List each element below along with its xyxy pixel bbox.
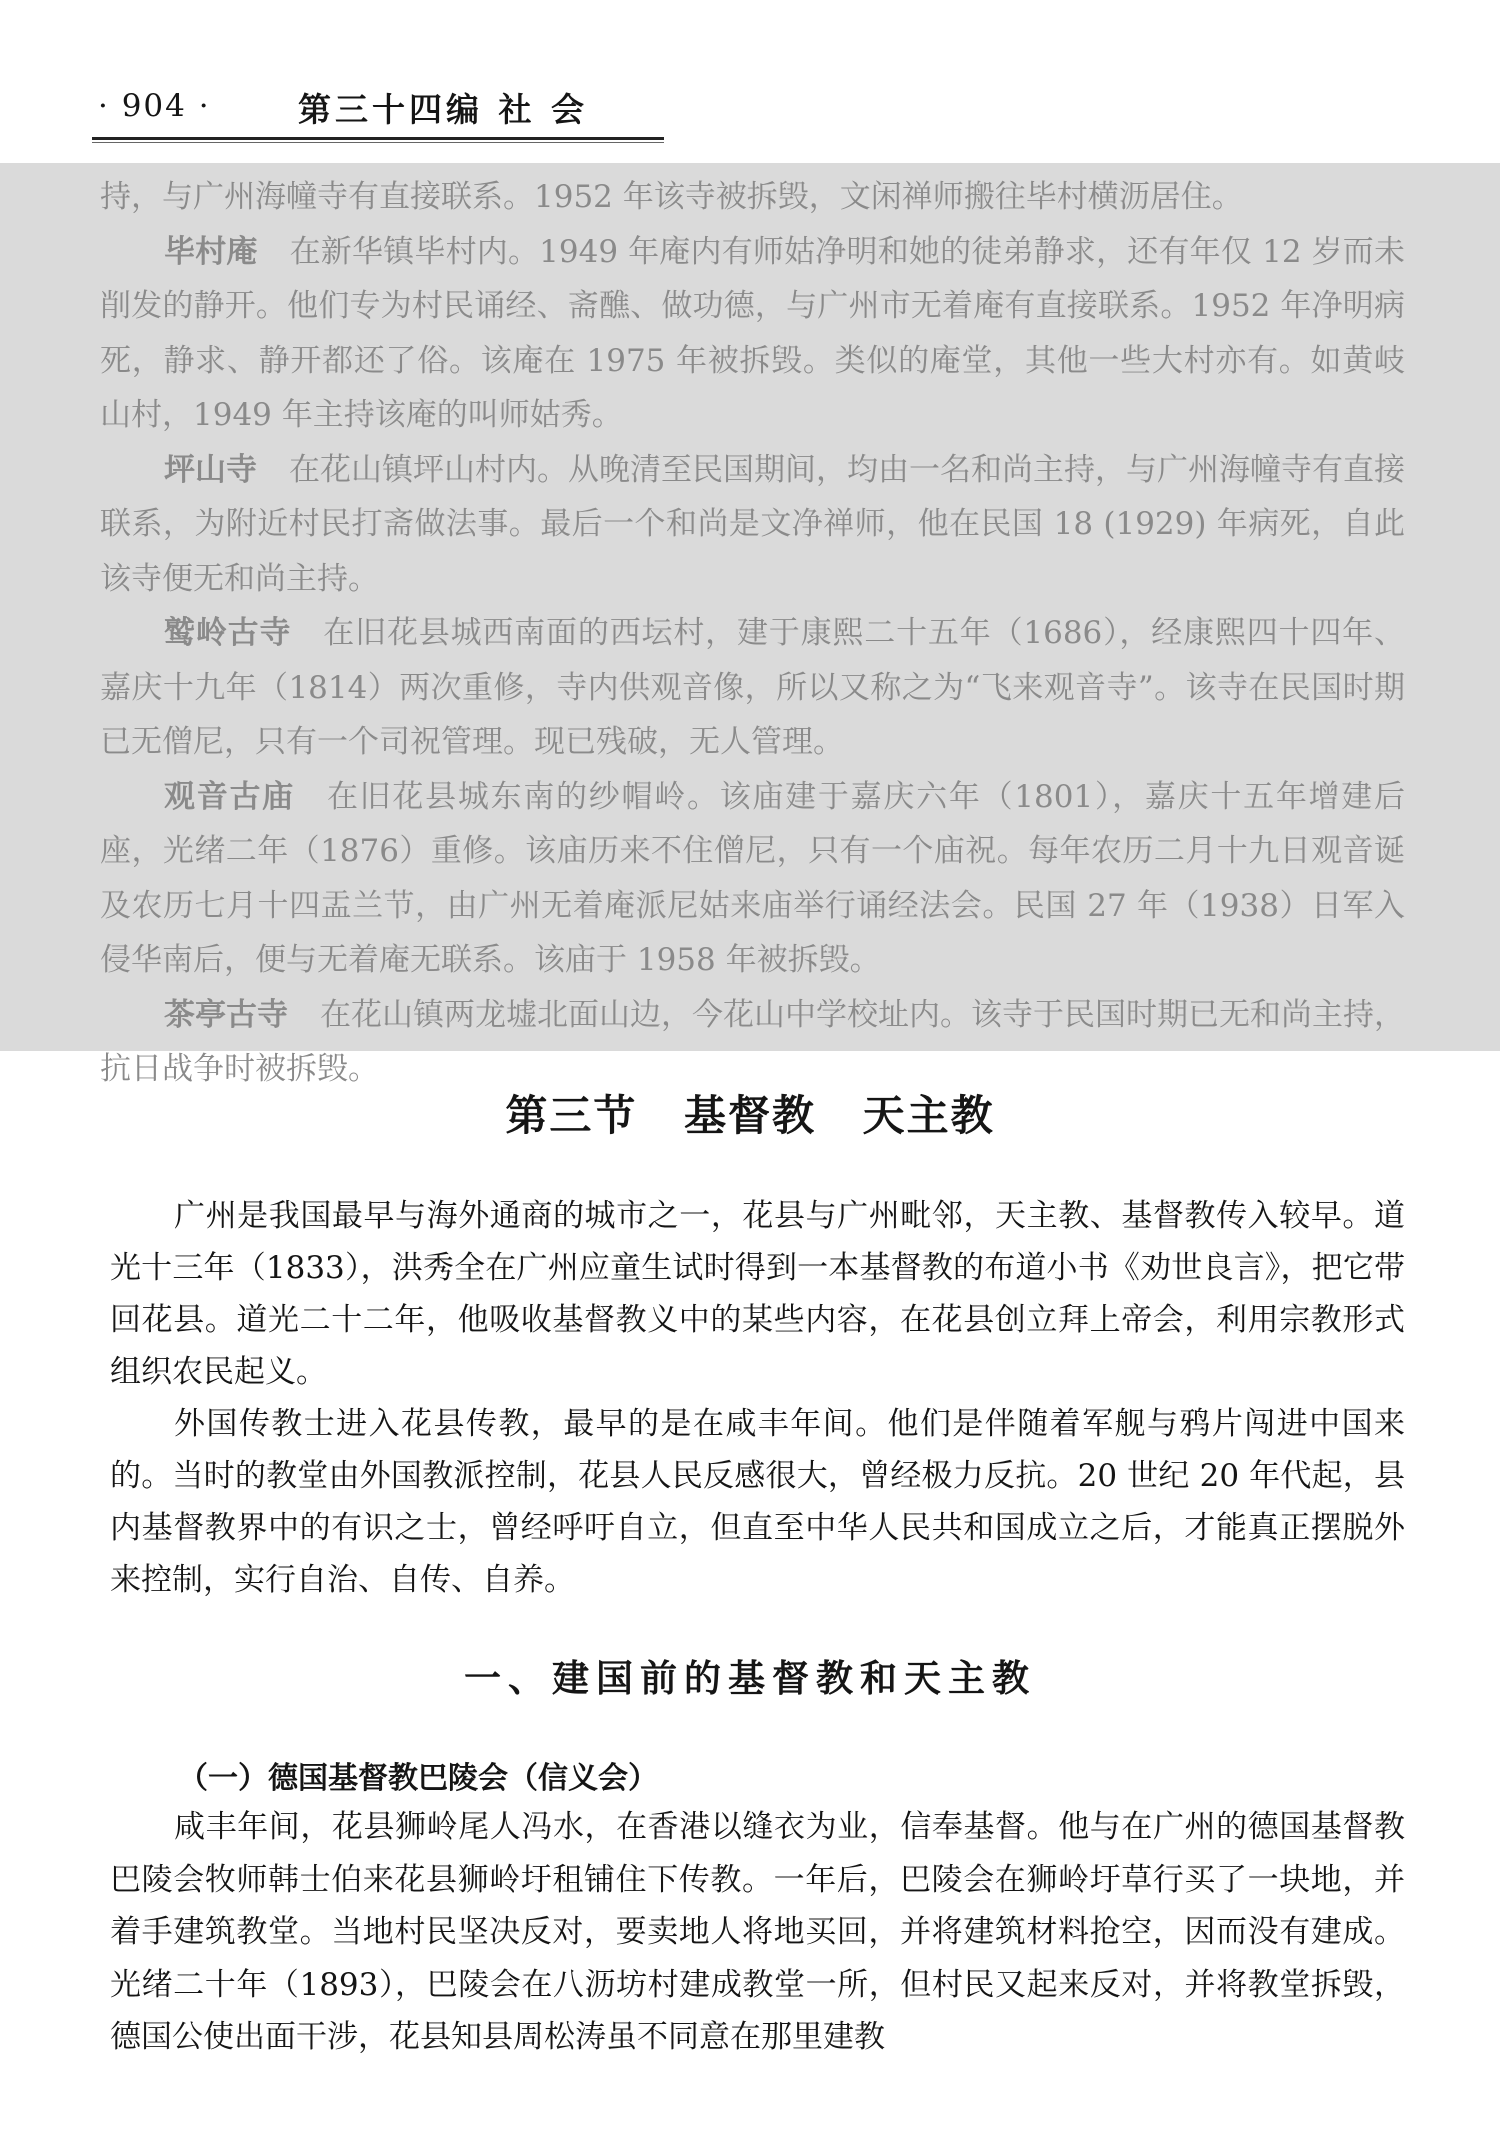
entry-jiuling-gusi <box>100 606 1405 770</box>
header-rule <box>92 137 664 140</box>
entry-term: 鹫岭古寺 <box>164 615 292 651</box>
running-header <box>98 84 658 136</box>
page-number: · 904 · <box>98 88 211 124</box>
shaded-intro: 持，与广州海幢寺有直接联系。1952 年该寺被拆毁，文闲禅师搬往毕村横沥居住。 <box>100 179 1243 215</box>
subsubsection-title: （一）德国基督教巴陵会（信义会） <box>178 1761 658 1796</box>
subsection-title: 一、建国前的基督教和天主教 <box>464 1656 1036 1700</box>
entry-text: 在新华镇毕村内。1949 年庵内有师姑净明和她的徒弟静求，还有年仅 12 岁而未削发的静开。他们专为村民诵经、斋醮、做功德，与广州市无着庵有直接联系。1952 年净明病死，静求、静开都还了俗。该庵在 1975 年被拆毁。类似的庵堂，其他一些大村亦有。如黄岐山村，1949 年主持该庵的叫师姑秀。 <box>100 233 1405 433</box>
entry-term: 毕村庵 <box>164 233 258 270</box>
entry-term: 茶亭古寺 <box>164 996 288 1033</box>
paragraph: 咸丰年间，花县狮岭尾人冯水，在香港以缝衣为业，信奉基督。他与在广州的德国基督教巴陵会牧师韩士伯来花县狮岭圩租铺住下传教。一年后，巴陵会在狮岭圩草行买了一块地，并着手建筑教堂。当地村民坚决反对，要卖地人将地买回，并将建筑材料抢空，因而没有建成。光绪二十年（1893），巴陵会在八沥坊村建成教堂一所，但村民又起来反对，并将教堂拆毁，德国公使出面干涉，花县知县周松涛虽不同意在那里建教 <box>110 1809 1405 2055</box>
entry-text: 在旧花县城东南的纱帽岭。该庙建于嘉庆六年（1801），嘉庆十五年增建后座，光绪二年（1876）重修。该庙历来不住僧尼，只有一个庙祝。每年农历二月十九日观音诞及农历七月十四盂兰节，由广州无着庵派尼姑来庙举行诵经法会。民国 27 年（1938）日军入侵华南后，便与无着庵无联系。该庙于 1958 年被拆毁。 <box>100 778 1406 978</box>
part-title: 第三十四编 社 会 <box>298 90 588 129</box>
section-title: 第三节 基督教 天主教 <box>505 1091 995 1140</box>
subsection-body <box>110 1801 1405 2064</box>
paragraph: 外国传教士进入花县传教，最早的是在咸丰年间。他们是伴随着军舰与鸦片闯进中国来的。当时的教堂由外国教派控制，花县人民反感很大，曾经极力反抗。20 世纪 20 年代起，县内基督教界中的有识之士，曾经呼吁自立，但直至中华人民共和国成立之后，才能真正摆脱外来控制，实行自治、自传、自养。 <box>110 1406 1405 1598</box>
entry-chating-gusi <box>100 988 1405 1097</box>
entry-guanyin-gumiao <box>100 770 1405 988</box>
shaded-text <box>100 170 1405 1097</box>
entry-term: 坪山寺 <box>164 451 257 488</box>
entry-pingshan-si <box>100 443 1405 607</box>
header-rule-thin <box>92 142 664 143</box>
section-intro <box>110 1190 1405 1606</box>
entry-text: 在花山镇两龙墟北面山边，今花山中学校址内。该寺于民国时期已无和尚主持，抗日战争时被拆毁。 <box>100 996 1405 1087</box>
entry-term: 观音古庙 <box>164 778 295 815</box>
paragraph: 广州是我国最早与海外通商的城市之一，花县与广州毗邻，天主教、基督教传入较早。道光十三年（1833），洪秀全在广州应童生试时得到一本基督教的布道小书《劝世良言》，把它带回花县。道光二十二年，他吸收基督教义中的某些内容，在花县创立拜上帝会，利用宗教形式组织农民起义。 <box>110 1198 1405 1390</box>
entry-bicun-an <box>100 225 1405 443</box>
entry-text: 在花山镇坪山村内。从晚清至民国期间，均由一名和尚主持，与广州海幢寺有直接联系，为附近村民打斋做法事。最后一个和尚是文净禅师，他在民国 18 (1929) 年病死，自此该寺便无和尚主持。 <box>100 451 1405 597</box>
entry-text: 在旧花县城西南面的西坛村，建于康熙二十五年（1686），经康熙四十四年、嘉庆十九年（1814）两次重修，寺内供观音像，所以又称之为“飞来观音寺”。该寺在民国时期已无僧尼，只有一个司祝管理。现已残破，无人管理。 <box>100 615 1406 760</box>
